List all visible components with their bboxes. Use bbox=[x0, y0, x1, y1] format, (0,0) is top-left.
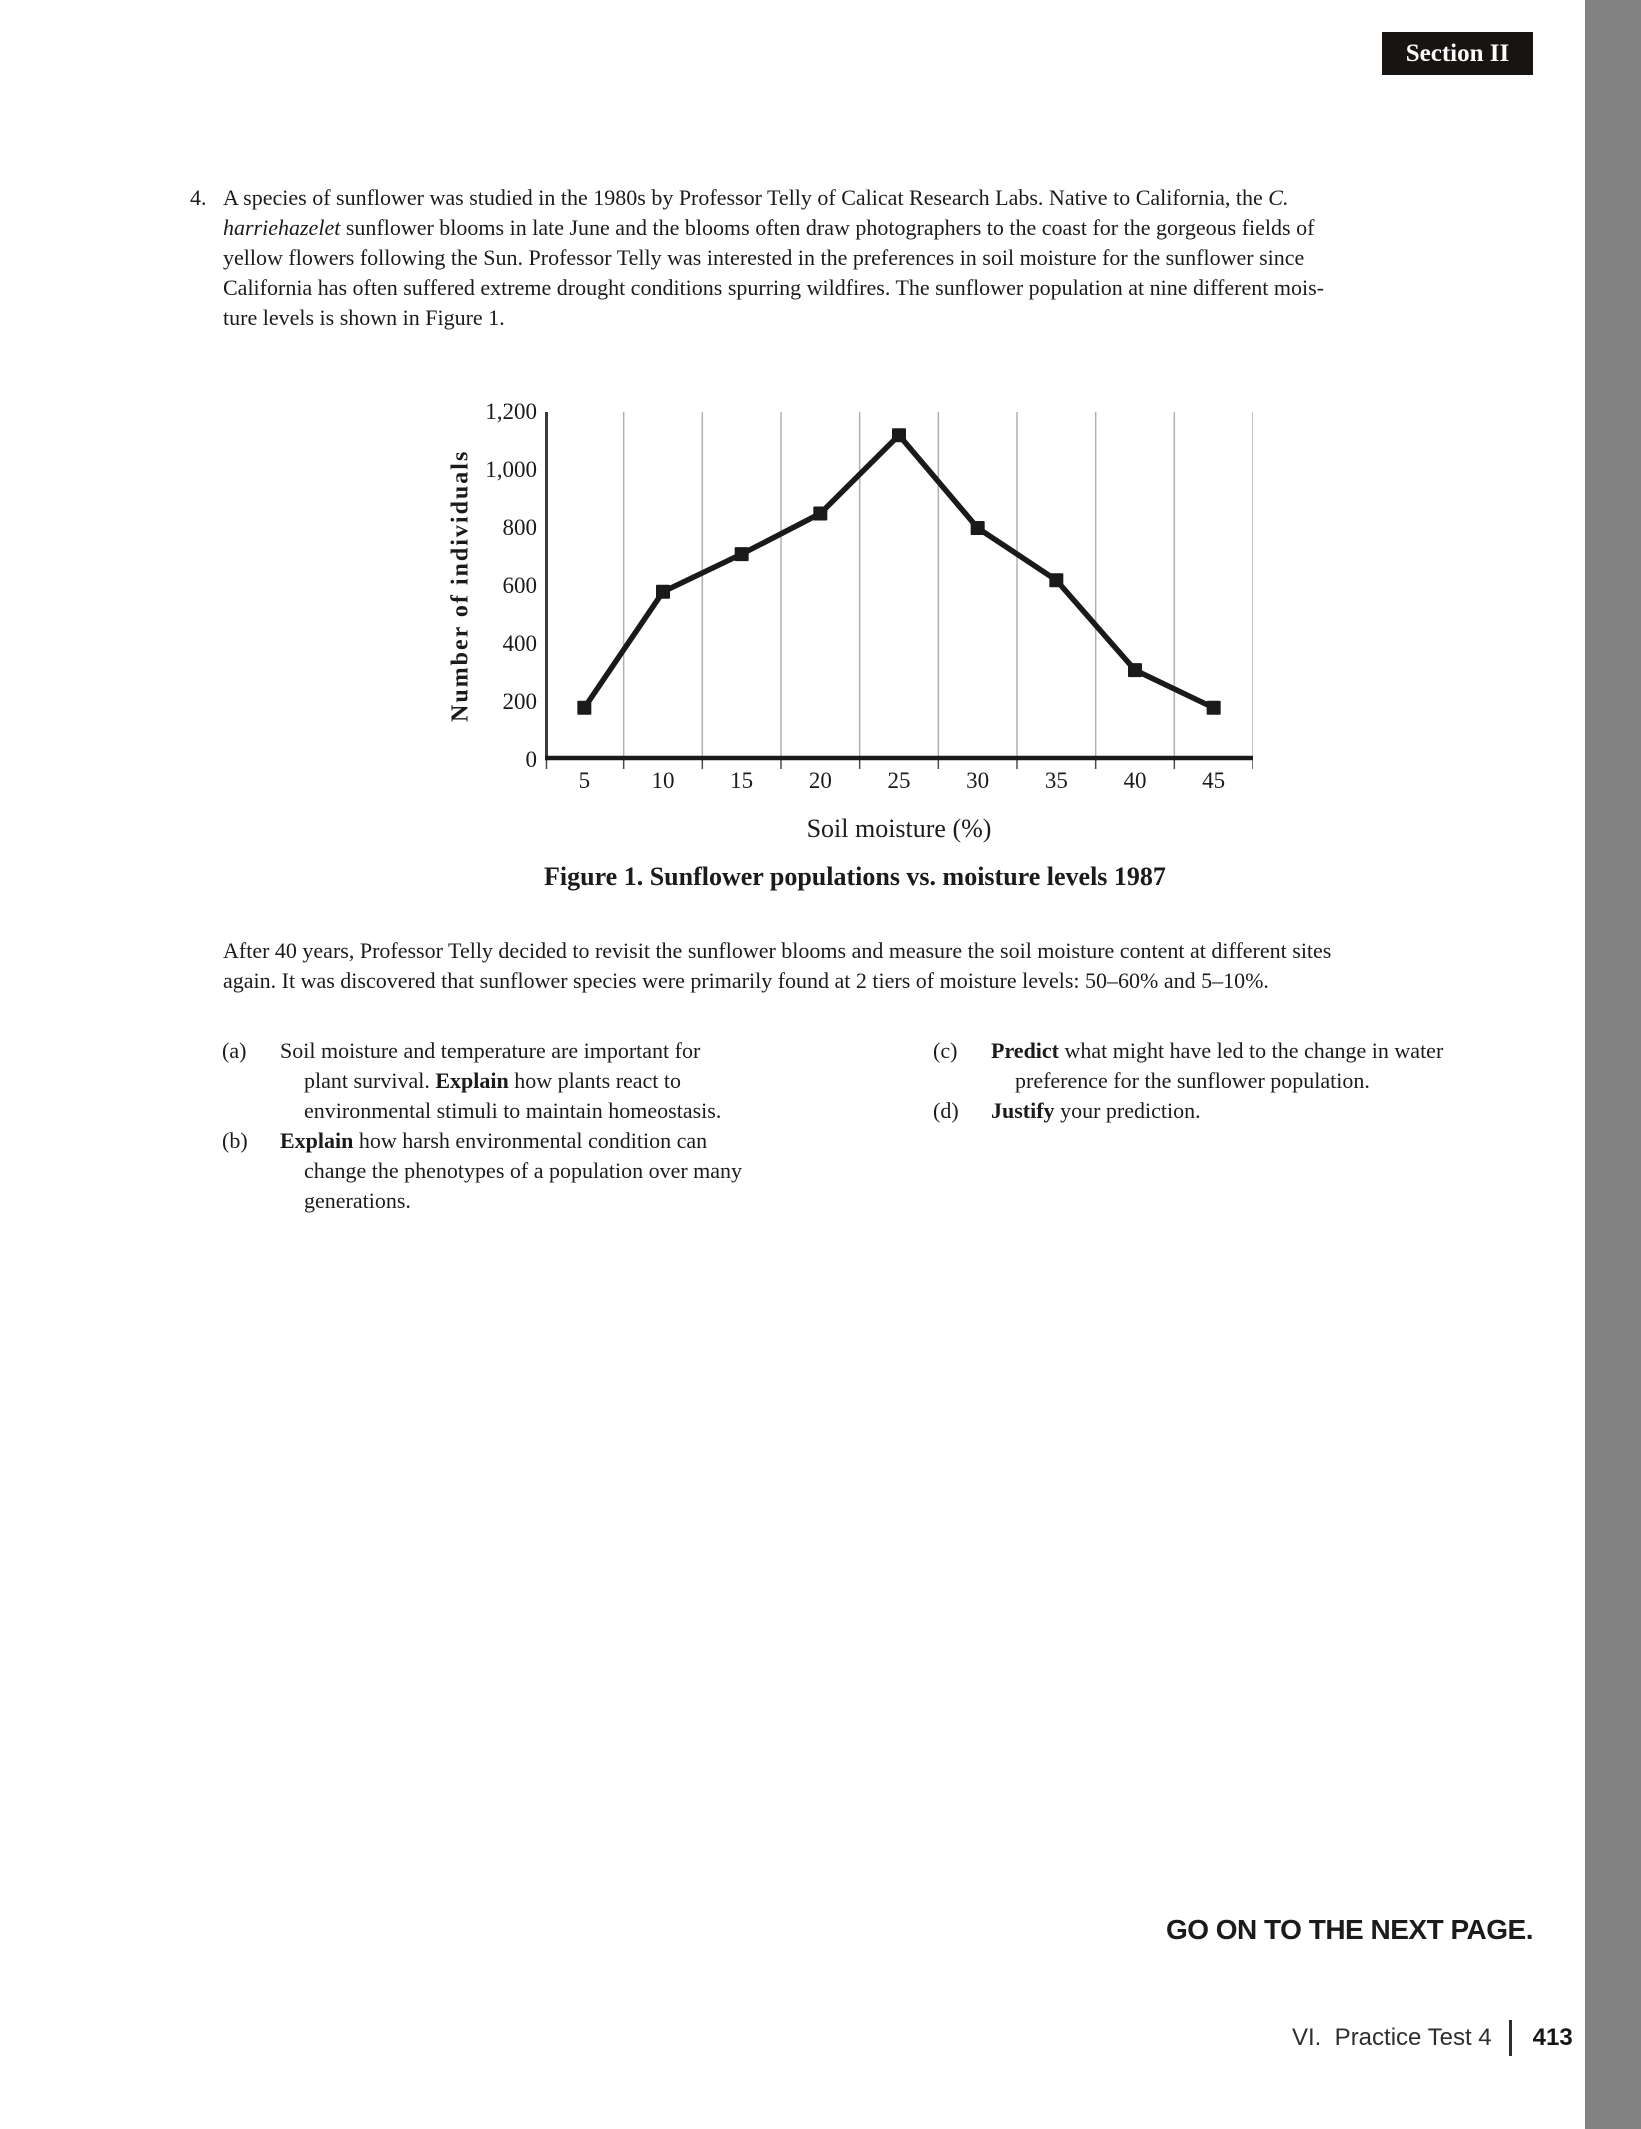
part-a-label: (a) bbox=[222, 1038, 247, 1063]
question-part-a bbox=[222, 1036, 742, 1126]
go-on-instruction: GO ON TO THE NEXT PAGE. bbox=[1165, 1914, 1533, 1945]
x-tick-label: 40 bbox=[1123, 768, 1147, 793]
x-tick-label: 15 bbox=[730, 768, 754, 793]
footer-book-title: VI. Practice Test 4 bbox=[1292, 2024, 1492, 2051]
part-a-text: Soil moisture and temperature are important for plant survival. Explain how plants react to environmental stimuli to maintain homeostasis. bbox=[280, 1038, 722, 1123]
line-plot bbox=[545, 412, 1253, 772]
y-tick-label: 1,000 bbox=[485, 457, 537, 482]
y-tick-label: 600 bbox=[502, 573, 537, 598]
part-b-text: Explain how harsh environmental condition can change the phenotypes of a population over many generations. bbox=[280, 1128, 743, 1213]
followup-paragraph: After 40 years, Professor Telly decided to revisit the sunflower blooms and measure the soil moisture content at different sites again. It was discovered that sunflower species were primarily found at 2 tiers of moisture levels: 50–60% and 5–10%. bbox=[223, 938, 1332, 993]
y-tick-label: 200 bbox=[502, 689, 537, 714]
part-d-label: (d) bbox=[933, 1098, 959, 1123]
question-intro-paragraph: A species of sunflower was studied in the 1980s by Professor Telly of Calicat Research Labs. Native to California, the C. harriehazelet sunflower blooms in late June and the blooms often draw photographers to the coast for the gorgeous fields of yellow flowers following the Sun. Professor Telly was interested in the preferences in soil moisture for the sunflower since California has often suffered extreme drought conditions spurring wildfires. The sunflower population at nine different mois- ture levels is shown in Figure 1. bbox=[223, 185, 1324, 330]
question-part-d bbox=[933, 1096, 1443, 1126]
y-tick-label: 400 bbox=[502, 631, 537, 656]
part-d-text: Justify your prediction. bbox=[991, 1098, 1201, 1123]
data-point-marker bbox=[735, 547, 749, 561]
figure-caption: Figure 1. Sunflower populations vs. moisture levels 1987 bbox=[544, 862, 1166, 891]
question-part-b bbox=[222, 1126, 742, 1216]
y-tick-label: 1,200 bbox=[485, 399, 537, 424]
y-axis-title: Number of individuals bbox=[447, 449, 474, 723]
y-tick-label: 800 bbox=[502, 515, 537, 540]
data-point-marker bbox=[892, 428, 906, 442]
data-point-marker bbox=[577, 701, 591, 715]
x-axis-title: Soil moisture (%) bbox=[806, 814, 992, 843]
footer-divider bbox=[1509, 2020, 1512, 2056]
figure-1-chart bbox=[420, 400, 1340, 880]
data-point-marker bbox=[971, 521, 985, 535]
page-footer bbox=[1292, 2020, 1573, 2056]
question-4 bbox=[190, 183, 1324, 333]
part-c-label: (c) bbox=[933, 1038, 958, 1063]
x-tick-label: 25 bbox=[887, 768, 911, 793]
data-point-marker bbox=[813, 507, 827, 521]
data-point-marker bbox=[1128, 663, 1142, 677]
x-tick-label: 35 bbox=[1044, 768, 1068, 793]
question-parts-right-column bbox=[933, 1036, 1443, 1126]
section-badge-label: Section II bbox=[1405, 39, 1510, 67]
page-edge-stripe bbox=[1585, 0, 1641, 2129]
part-b-label: (b) bbox=[222, 1128, 248, 1153]
question-number: 4. bbox=[190, 185, 207, 210]
x-tick-label: 30 bbox=[966, 768, 990, 793]
x-tick-label: 20 bbox=[808, 768, 832, 793]
part-c-text: Predict what might have led to the change in water preference for the sunflower population. bbox=[991, 1038, 1444, 1093]
data-point-marker bbox=[1207, 701, 1221, 715]
section-badge bbox=[1382, 32, 1533, 75]
data-point-marker bbox=[656, 585, 670, 599]
x-tick-label: 45 bbox=[1202, 768, 1226, 793]
question-part-c bbox=[933, 1036, 1443, 1096]
footer-page-number: 413 bbox=[1532, 2024, 1573, 2051]
question-parts-left-column bbox=[222, 1036, 742, 1216]
y-tick-label: 0 bbox=[525, 747, 537, 772]
data-point-marker bbox=[1049, 573, 1063, 587]
x-tick-label: 5 bbox=[578, 768, 591, 793]
x-tick-label: 10 bbox=[651, 768, 675, 793]
